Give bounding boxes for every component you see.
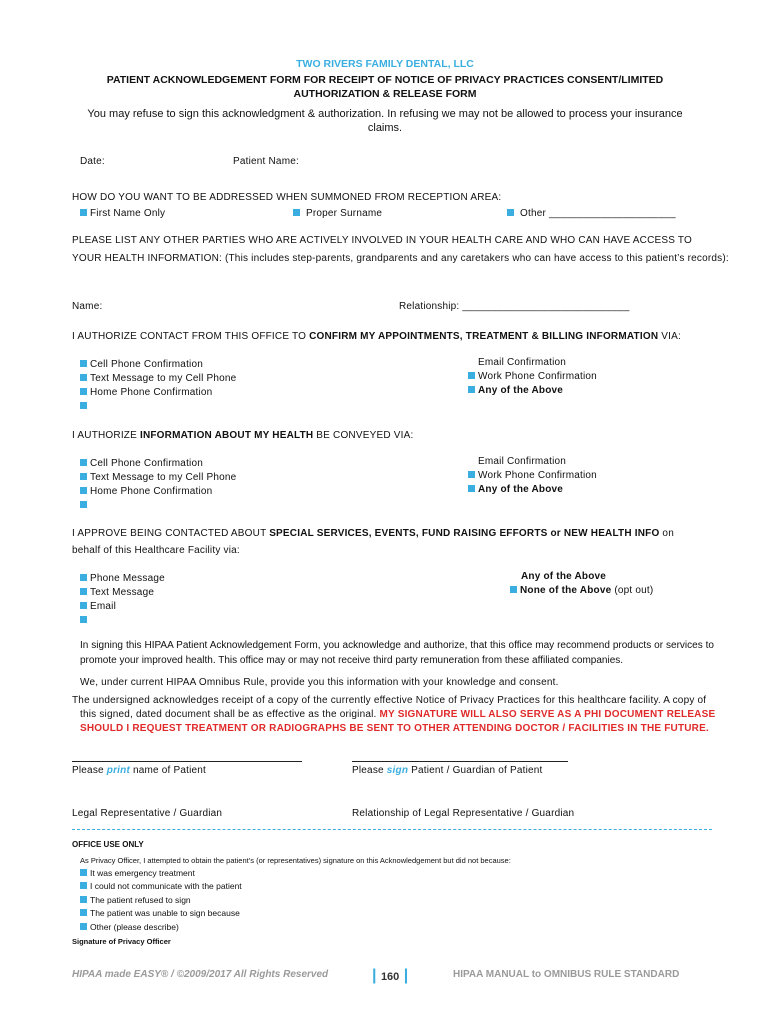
- checkbox-icon[interactable]: [507, 209, 514, 216]
- party-name-label: Name:: [72, 301, 103, 312]
- checkbox-icon[interactable]: [80, 209, 87, 216]
- checkbox-icon[interactable]: [80, 402, 87, 409]
- practice-name: TWO RIVERS FAMILY DENTAL, LLC: [296, 58, 474, 70]
- health-email: Email Confirmation: [478, 456, 567, 467]
- health-heading: I AUTHORIZE INFORMATION ABOUT MY HEALTH BE CONVEYED VIA:: [72, 430, 414, 441]
- option-proper-surname[interactable]: Proper Surname: [293, 208, 382, 219]
- checkbox-icon[interactable]: [80, 360, 87, 367]
- checkbox-icon[interactable]: [80, 459, 87, 466]
- office-use-intro: As Privacy Officer, I attempted to obtain the patient’s (or representatives) signature on this Acknowledgement but did not because:: [80, 856, 511, 865]
- checkbox-icon[interactable]: [80, 574, 87, 581]
- checkbox-icon[interactable]: [80, 473, 87, 480]
- checkbox-icon[interactable]: [293, 209, 300, 216]
- checkbox-icon[interactable]: [468, 485, 475, 492]
- party-relationship-label: Relationship: _____________________________: [399, 301, 630, 312]
- checkbox-icon[interactable]: [468, 471, 475, 478]
- office-use-divider: [72, 829, 712, 830]
- checkbox-icon[interactable]: [80, 896, 87, 903]
- form-title-line1: PATIENT ACKNOWLEDGEMENT FORM FOR RECEIPT OF NOTICE OF PRIVACY PRACTICES CONSENT/LIMITED: [106, 74, 664, 86]
- checkbox-icon[interactable]: [80, 869, 87, 876]
- health-work-phone[interactable]: Work Phone Confirmation: [468, 470, 597, 481]
- print-name-label: Please print name of Patient: [72, 765, 207, 776]
- patient-name-label: Patient Name:: [233, 156, 299, 167]
- page-number: | 160 |: [372, 967, 409, 984]
- special-heading-line2: behalf of this Healthcare Facility via:: [72, 545, 240, 556]
- special-none[interactable]: None of the Above (opt out): [510, 585, 653, 596]
- checkbox-icon[interactable]: [510, 586, 517, 593]
- checkbox-icon[interactable]: [80, 909, 87, 916]
- checkbox-icon[interactable]: [468, 372, 475, 379]
- refuse-notice-line1: You may refuse to sign this acknowledgment & authorization. In refusing we may not be allowed to process your insurance: [87, 108, 683, 120]
- reason-emergency[interactable]: It was emergency treatment: [80, 868, 195, 878]
- confirm-text-message[interactable]: Text Message to my Cell Phone: [80, 373, 236, 384]
- reason-communicate[interactable]: I could not communicate with the patient: [80, 881, 242, 891]
- checkbox-icon[interactable]: [80, 388, 87, 395]
- refuse-notice-line2: claims.: [367, 122, 403, 134]
- special-phone-message[interactable]: Phone Message: [80, 573, 165, 584]
- footer-copyright: HIPAA made EASY® / ©2009/2017 All Rights Reserved: [72, 969, 329, 980]
- parties-line1: PLEASE LIST ANY OTHER PARTIES WHO ARE ACTIVELY INVOLVED IN YOUR HEALTH CARE AND WHO CAN HAVE ACCESS TO: [72, 235, 693, 246]
- reason-other[interactable]: Other (please describe): [80, 922, 179, 932]
- date-label: Date:: [80, 156, 105, 167]
- option-other[interactable]: Other ______________________: [507, 208, 676, 219]
- special-any: Any of the Above: [521, 571, 607, 582]
- confirm-work-phone[interactable]: Work Phone Confirmation: [468, 371, 597, 382]
- special-extra-checkbox[interactable]: [80, 615, 90, 626]
- special-text-message[interactable]: Text Message: [80, 587, 154, 598]
- undersigned-line3: SHOULD I REQUEST TREATMENT OR RADIOGRAPHS BE SENT TO OTHER ATTENDING DOCTOR / FACILITIES IN THE FUTURE.: [80, 723, 709, 734]
- confirm-any[interactable]: Any of the Above: [468, 385, 563, 396]
- form-title-line2: AUTHORIZATION & RELEASE FORM: [293, 88, 477, 100]
- health-text-message[interactable]: Text Message to my Cell Phone: [80, 472, 236, 483]
- health-cell-phone[interactable]: Cell Phone Confirmation: [80, 458, 203, 469]
- checkbox-icon[interactable]: [80, 602, 87, 609]
- confirm-home-phone[interactable]: Home Phone Confirmation: [80, 387, 212, 398]
- special-heading: I APPROVE BEING CONTACTED ABOUT SPECIAL SERVICES, EVENTS, FUND RAISING EFFORTS or NEW HEALTH INFO on: [72, 528, 674, 539]
- address-question: HOW DO YOU WANT TO BE ADDRESSED WHEN SUMMONED FROM RECEPTION AREA:: [72, 192, 502, 203]
- parties-line2: YOUR HEALTH INFORMATION: (This includes step-parents, grandparents and any caretakers who can have access to this patient’s records):: [72, 253, 729, 264]
- print-name-line[interactable]: [72, 761, 302, 762]
- signing-paragraph: In signing this HIPAA Patient Acknowledgement Form, you acknowledge and authorize, that this office may recommend products or services to promote your improved health. This office may or may not receive third party remuneration from these affiliated companies.: [80, 640, 714, 666]
- undersigned-line1: The undersigned acknowledges receipt of a copy of the currently effective Notice of Privacy Practices for this healthcare facility. A copy of: [72, 695, 707, 706]
- health-any[interactable]: Any of the Above: [468, 484, 563, 495]
- confirm-email: Email Confirmation: [478, 357, 567, 368]
- checkbox-icon[interactable]: [468, 386, 475, 393]
- undersigned-line2: this signed, dated document shall be as effective as the original. MY SIGNATURE WILL ALSO SERVE AS A PHI DOCUMENT RELEASE: [80, 709, 716, 720]
- office-use-heading: OFFICE USE ONLY: [72, 840, 144, 849]
- reason-refused[interactable]: The patient refused to sign: [80, 895, 191, 905]
- confirm-heading: I AUTHORIZE CONTACT FROM THIS OFFICE TO CONFIRM MY APPOINTMENTS, TREATMENT & BILLING INFORMATION VIA:: [72, 331, 681, 342]
- checkbox-icon[interactable]: [80, 588, 87, 595]
- checkbox-icon[interactable]: [80, 374, 87, 381]
- confirm-extra-checkbox[interactable]: [80, 401, 90, 412]
- checkbox-icon[interactable]: [80, 487, 87, 494]
- privacy-officer-signature-label: Signature of Privacy Officer: [72, 937, 171, 946]
- checkbox-icon[interactable]: [80, 882, 87, 889]
- reason-unable[interactable]: The patient was unable to sign because: [80, 908, 240, 918]
- confirm-cell-phone[interactable]: Cell Phone Confirmation: [80, 359, 203, 370]
- legal-rep-label: Legal Representative / Guardian: [72, 808, 223, 819]
- checkbox-icon[interactable]: [80, 923, 87, 930]
- footer-manual-title: HIPAA MANUAL to OMNIBUS RULE STANDARD: [453, 969, 680, 980]
- omnibus-paragraph: We, under current HIPAA Omnibus Rule, provide you this information with your knowledge and consent.: [80, 677, 559, 688]
- checkbox-icon[interactable]: [80, 501, 87, 508]
- sign-label: Please sign Patient / Guardian of Patient: [352, 765, 543, 776]
- relationship-rep-label: Relationship of Legal Representative / Guardian: [352, 808, 575, 819]
- health-extra-checkbox[interactable]: [80, 500, 90, 511]
- special-email[interactable]: Email: [80, 601, 116, 612]
- checkbox-icon[interactable]: [80, 616, 87, 623]
- signature-line[interactable]: [352, 761, 568, 762]
- health-home-phone[interactable]: Home Phone Confirmation: [80, 486, 212, 497]
- option-first-name[interactable]: First Name Only: [80, 208, 165, 219]
